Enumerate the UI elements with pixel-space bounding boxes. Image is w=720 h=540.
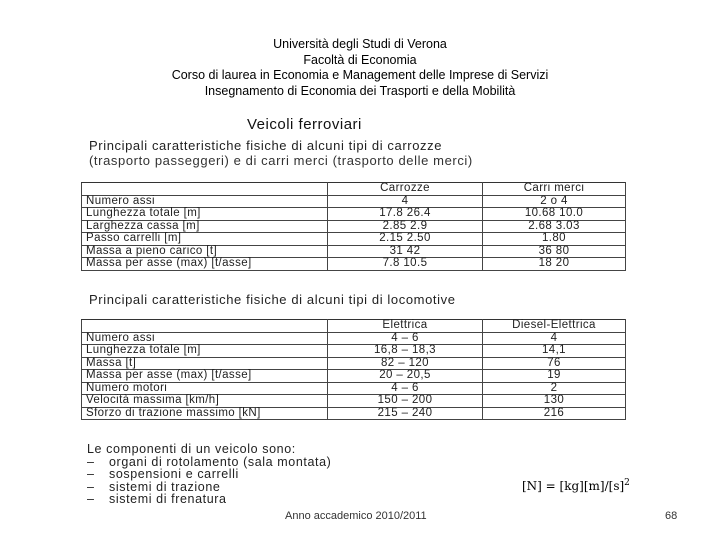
cell-value: 216	[483, 407, 626, 420]
row-label: Numero assi	[82, 332, 328, 345]
cell-value: 4	[483, 332, 626, 345]
page-number: 68	[665, 510, 678, 522]
cell-value: 19	[483, 370, 626, 383]
list-item-text: sospensioni e carrelli	[109, 467, 239, 481]
table-row	[82, 245, 626, 258]
list-item: – sistemi di frenatura	[87, 492, 227, 506]
row-label: Numero assi	[82, 195, 328, 208]
column-header: Diesel-Elettrica	[483, 320, 626, 333]
cell-value: 31 42	[328, 245, 483, 258]
section1-subheading: (trasporto passeggeri) e di carri merci (trasporto delle merci)	[89, 153, 473, 168]
cell-value: 2.15 2.50	[328, 233, 483, 246]
cell-value: 2 o 4	[483, 195, 626, 208]
row-label: Lunghezza totale [m]	[82, 208, 328, 221]
table-row	[82, 407, 626, 420]
column-header	[82, 183, 328, 196]
components-heading: Le componenti di un veicolo sono:	[87, 442, 296, 456]
column-header: Carrozze	[328, 183, 483, 196]
slide-title: Veicoli ferroviari	[247, 116, 362, 133]
table-row	[82, 357, 626, 370]
locomotives-table	[81, 319, 626, 420]
row-label: Passo carrelli [m]	[82, 233, 328, 246]
components-block	[87, 443, 331, 506]
cell-value: 7.8 10.5	[328, 258, 483, 271]
cell-value: 18 20	[483, 258, 626, 271]
section1-heading: Principali caratteristiche fisiche di alcuni tipi di carrozze	[89, 138, 443, 153]
formula-text: [N] = [kg][m]/[s]	[522, 479, 625, 493]
cell-value: 4 – 6	[328, 332, 483, 345]
table-row	[82, 233, 626, 246]
row-label: Massa per asse (max) [t/asse]	[82, 370, 328, 383]
list-item: – sistemi di trazione	[87, 479, 221, 494]
table-row	[82, 258, 626, 271]
row-label: Larghezza cassa [m]	[82, 220, 328, 233]
list-item-text: organi di rotolamento (sala montata)	[109, 454, 332, 469]
cell-value: 150 – 200	[328, 395, 483, 408]
table-header-row	[82, 320, 626, 333]
table-row	[82, 208, 626, 221]
cell-value: 36 80	[483, 245, 626, 258]
cell-value: 16,8 – 18,3	[328, 345, 483, 358]
formula-exponent: 2	[624, 478, 630, 488]
list-item-text: sistemi di frenatura	[109, 492, 227, 506]
slide-image	[77, 113, 637, 518]
components-list	[87, 456, 331, 506]
cell-value: 10.68 10.0	[483, 208, 626, 221]
table-header-row	[82, 183, 626, 196]
cell-value: 2	[483, 382, 626, 395]
list-item: – organi di rotolamento (sala montata)	[87, 454, 332, 469]
row-label: Lunghezza totale [m]	[82, 345, 328, 358]
table-row	[82, 345, 626, 358]
cell-value: 2.85 2.9	[328, 220, 483, 233]
row-label: Sforzo di trazione massimo [kN]	[82, 407, 328, 420]
cell-value: 1.80	[483, 233, 626, 246]
cell-value: 4 – 6	[328, 382, 483, 395]
row-label: Numero motori	[82, 382, 328, 395]
table-row	[82, 195, 626, 208]
row-label: Massa a pieno carico [t]	[82, 245, 328, 258]
degree-course: Corso di laurea in Economia e Management delle Imprese di Servizi	[171, 68, 549, 82]
academic-year: Anno accademico 2010/2011	[285, 510, 427, 522]
table-row	[82, 220, 626, 233]
column-header: Elettrica	[328, 320, 483, 333]
cell-value: 20 – 20,5	[328, 370, 483, 383]
cell-value: 17.8 26.4	[328, 208, 483, 221]
course-subject: Insegnamento di Economia dei Trasporti e della Mobilità	[204, 83, 516, 98]
row-label: Massa per asse (max) [t/asse]	[82, 258, 328, 271]
cell-value: 215 – 240	[328, 407, 483, 420]
cell-value: 4	[328, 195, 483, 208]
cell-value: 82 – 120	[328, 357, 483, 370]
cell-value: 2.68 3.03	[483, 220, 626, 233]
cell-value: 14,1	[483, 345, 626, 358]
section2-heading: Principali caratteristiche fisiche di alcuni tipi di locomotive	[89, 292, 456, 307]
faculty-name: Facoltà di Economia	[303, 52, 417, 67]
cell-value: 130	[483, 395, 626, 408]
column-header	[82, 320, 328, 333]
newton-unit-formula	[522, 478, 630, 493]
university-name: Università degli Studi di Verona	[273, 37, 447, 51]
list-item-text: sistemi di trazione	[109, 479, 221, 494]
row-label: Velocità massima [km/h]	[82, 395, 328, 408]
cell-value: 76	[483, 357, 626, 370]
table-row	[82, 395, 626, 408]
table-row	[82, 382, 626, 395]
list-item: – sospensioni e carrelli	[87, 467, 239, 481]
table-row	[82, 370, 626, 383]
section1-heading-block	[89, 138, 473, 168]
document-header	[0, 37, 720, 99]
table-row	[82, 332, 626, 345]
column-header: Carri merci	[483, 183, 626, 196]
wagons-table	[81, 182, 626, 271]
row-label: Massa [t]	[82, 357, 328, 370]
